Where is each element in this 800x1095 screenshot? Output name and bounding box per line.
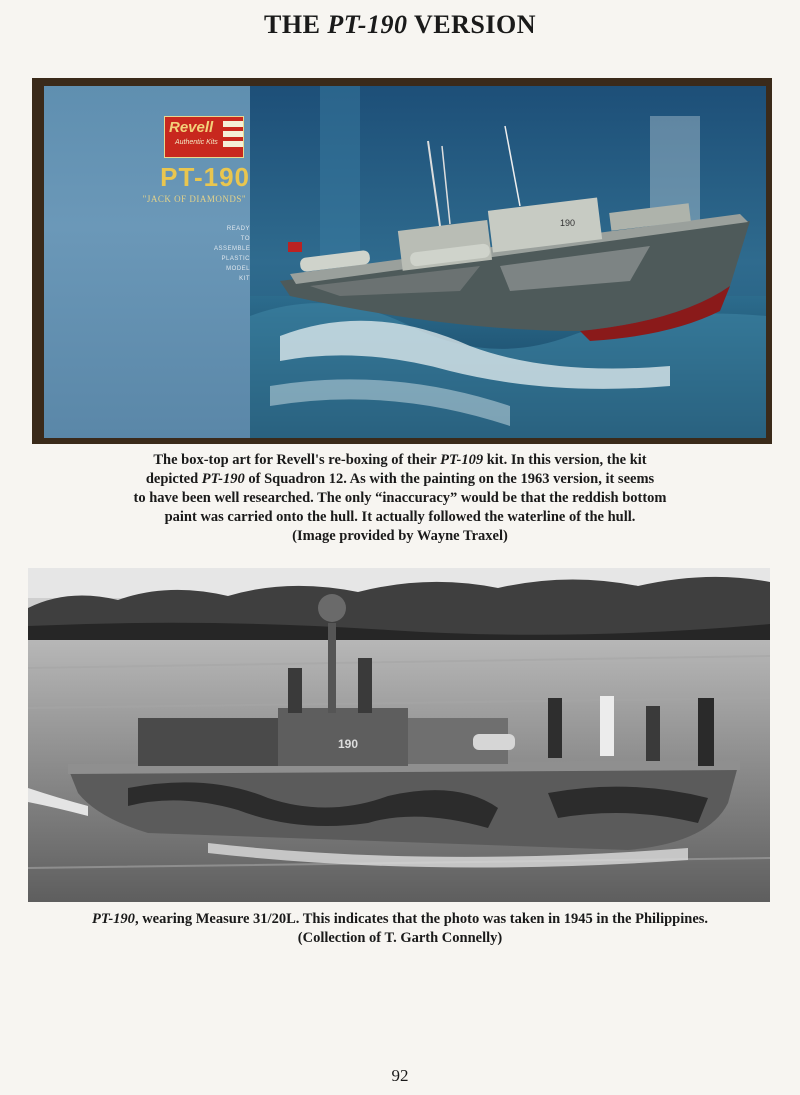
side-text-line: KIT xyxy=(239,276,250,282)
painting-hull-number: 190 xyxy=(560,218,576,228)
box-art-image xyxy=(44,86,766,438)
box-art-caption xyxy=(70,451,730,546)
caption-line xyxy=(70,470,730,489)
caption-text: of Squadron 12. As with the painting on the 1963 version, it seems xyxy=(244,471,655,487)
pt190-photo xyxy=(28,568,770,902)
boat-painting xyxy=(250,86,766,438)
box-art-left-panel xyxy=(44,86,250,438)
kit-name: PT-190 xyxy=(160,162,250,192)
caption-line: to have been well researched. The only “inaccuracy” would be that the reddish bottom xyxy=(133,490,667,506)
page-number: 92 xyxy=(391,1066,409,1085)
side-text-line: PLASTIC xyxy=(221,256,250,262)
photo-caption xyxy=(40,910,760,948)
caption-line xyxy=(40,910,760,929)
page-title xyxy=(0,10,800,40)
caption-credit: (Collection of T. Garth Connelly) xyxy=(297,930,503,946)
caption-text: kit. In this version, the kit xyxy=(483,452,647,468)
side-text-line: TO xyxy=(240,236,250,242)
photo-hull-number: 190 xyxy=(338,737,359,751)
side-text-line: MODEL xyxy=(226,266,250,272)
caption-text: depicted xyxy=(145,471,202,487)
caption-italic: PT-109 xyxy=(440,452,484,468)
title-prefix: THE xyxy=(264,10,328,39)
caption-credit: (Image provided by Wayne Traxel) xyxy=(292,528,508,544)
caption-text: , wearing Measure 31/20L. This indicates that the photo was taken in 1945 in the Philippines. xyxy=(134,911,709,927)
caption-line: paint was carried onto the hull. It actually followed the waterline of the hull. xyxy=(164,509,636,525)
revell-brand: Revell xyxy=(169,119,214,136)
revell-logo xyxy=(164,116,244,158)
kit-subtitle: "JACK OF DIAMONDS" xyxy=(142,194,246,204)
caption-line xyxy=(70,451,730,470)
side-text-line: ASSEMBLE xyxy=(214,246,251,252)
title-italic: PT-190 xyxy=(327,10,408,39)
caption-italic: PT-190 xyxy=(201,471,245,487)
bw-boat-photo xyxy=(28,568,770,902)
kit-side-text xyxy=(214,224,250,284)
caption-italic: PT-190 xyxy=(91,911,135,927)
box-art-painting xyxy=(250,86,766,438)
side-text-line: READY xyxy=(226,226,250,232)
title-suffix: VERSION xyxy=(407,10,536,39)
revell-sub: Authentic Kits xyxy=(175,139,218,146)
caption-text: The box-top art for Revell's re-boxing of their xyxy=(153,452,441,468)
